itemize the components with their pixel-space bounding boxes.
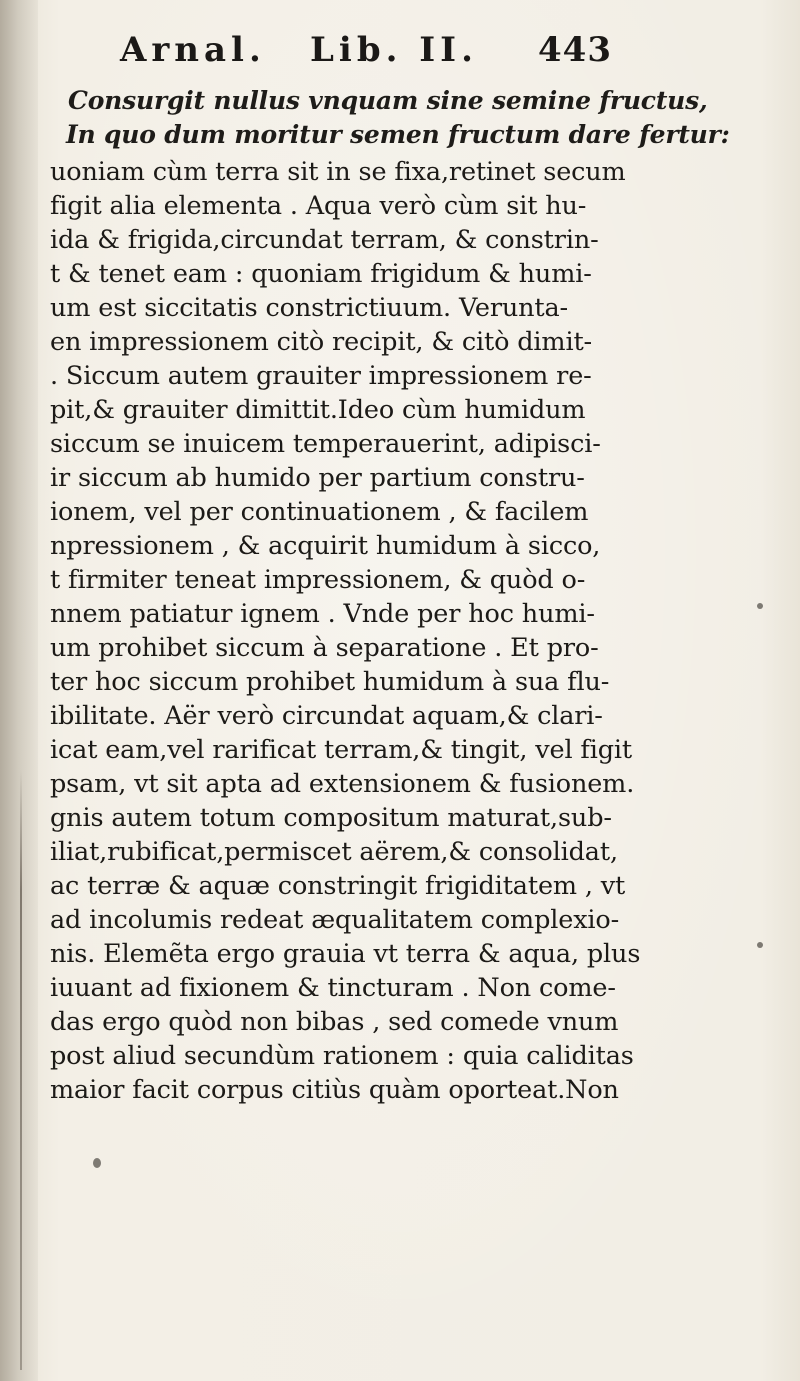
binding-shadow	[20, 770, 22, 1370]
text-line: ida & frigida,circundat terram, & constrin-	[50, 225, 599, 255]
text-line: um est siccitatis constrictiuum. Verunta-	[50, 293, 569, 323]
text-line: npressionem , & acquirit humidum à sicco,	[50, 531, 601, 561]
running-header	[120, 30, 650, 80]
text-line: icat eam,vel rarificat terram,& tingit, vel figit	[50, 735, 633, 765]
binding-gutter	[0, 0, 38, 1381]
ink-spot	[757, 603, 763, 609]
text-line: ionem, vel per continuationem , & facilem	[50, 497, 589, 527]
page-number: 443	[538, 30, 612, 70]
text-line: pit,& grauiter dimittit.Ideo cùm humidum	[50, 395, 586, 425]
text-line: figit alia elementa . Aqua verò cùm sit hu-	[50, 191, 587, 221]
text-line: ibilitate. Aër verò circundat aquam,& clari-	[50, 701, 603, 731]
header-book: Lib. II.	[310, 30, 478, 70]
text-line: nnem patiatur ignem . Vnde per hoc humi-	[50, 599, 595, 629]
verse-line-1: Consurgit nullus vnquam sine semine fructus,	[68, 86, 708, 115]
text-line: maior facit corpus citiùs quàm oporteat.Non	[50, 1075, 619, 1105]
text-line: ir siccum ab humido per partium constru-	[50, 463, 585, 493]
text-line: iuuant ad fixionem & tincturam . Non come-	[50, 973, 616, 1003]
text-line: post aliud secundùm rationem : quia caliditas	[50, 1041, 634, 1071]
text-line: psam, vt sit apta ad extensionem & fusionem.	[50, 769, 635, 799]
header-author: Arnal.	[120, 30, 266, 70]
ink-spot	[757, 942, 763, 948]
verse-line-2: In quo dum moritur semen fructum dare fertur:	[66, 120, 730, 149]
ink-spot	[93, 1158, 101, 1168]
text-line: uoniam cùm terra sit in se fixa,retinet secum	[50, 157, 626, 187]
text-line: . Siccum autem grauiter impressionem re-	[50, 361, 592, 391]
text-line: t & tenet eam : quoniam frigidum & humi-	[50, 259, 592, 289]
text-line: um prohibet siccum à separatione . Et pro-	[50, 633, 599, 663]
text-line: gnis autem totum compositum maturat,sub-	[50, 803, 612, 833]
text-line: iliat,rubificat,permiscet aërem,& consolidat,	[50, 837, 618, 867]
text-line: siccum se inuicem temperauerint, adipisci-	[50, 429, 601, 459]
text-line: nis. Elemẽta ergo grauia vt terra & aqua, plus	[50, 939, 641, 969]
text-line: das ergo quòd non bibas , sed comede vnum	[50, 1007, 619, 1037]
text-line: ac terræ & aquæ constringit frigiditatem , vt	[50, 871, 626, 901]
text-line: ad incolumis redeat æqualitatem complexio-	[50, 905, 620, 935]
text-line: ter hoc siccum prohibet humidum à sua flu-	[50, 667, 610, 697]
text-line: en impressionem citò recipit, & citò dimit-	[50, 327, 593, 357]
text-line: t firmiter teneat impressionem, & quòd o-	[50, 565, 586, 595]
